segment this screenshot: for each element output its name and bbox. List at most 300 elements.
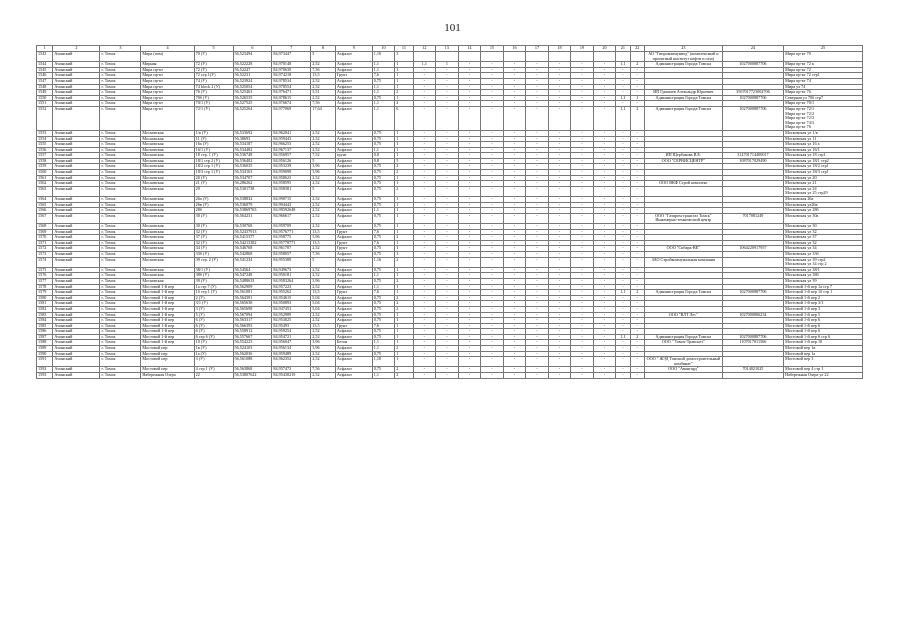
table-cell: - <box>571 257 594 267</box>
table-cell: - <box>481 284 504 290</box>
table-cell: 72 стр 1(У) <box>194 73 233 79</box>
table-cell: - <box>526 312 549 318</box>
table-cell: - <box>526 357 549 367</box>
table-cell <box>571 52 594 62</box>
table-cell: - <box>503 67 526 73</box>
table-cell: - <box>436 175 459 181</box>
table-cell: Ачинский <box>53 106 100 130</box>
table-cell: 56,5301738 <box>233 186 272 196</box>
table-cell: Ачинский <box>53 373 100 379</box>
table-cell: - <box>503 153 526 159</box>
table-cell: 17,64 <box>311 106 336 130</box>
table-cell: - <box>571 290 594 296</box>
table-cell: Мостовой 1-й пер 10 <box>784 340 863 346</box>
table-cell: 2,52 <box>311 147 336 153</box>
table-cell: Московская ул 16/1 <box>784 147 863 153</box>
table-cell: Мира пр-кт 72/1 Мира пр-кт 72/2 Мира пр-кт 72/3 Мира пр-кт 74/3 Мира пр-кт 76 <box>784 106 863 130</box>
table-cell: - <box>526 273 549 279</box>
table-cell: - <box>548 267 571 273</box>
table-cell: 0,75 <box>372 213 395 223</box>
table-cell: - <box>503 181 526 187</box>
table-cell: - <box>458 130 481 136</box>
table-cell: Мостовой 1-й пер <box>141 340 194 346</box>
table-cell: 30 (У) <box>194 213 233 223</box>
table-cell: Асфальт <box>335 273 372 279</box>
table-cell: - <box>413 90 436 96</box>
table-cell: - <box>548 147 571 153</box>
table-cell: 26а (У) <box>194 197 233 203</box>
table-cell: - <box>593 229 616 235</box>
table-cell: Московская ул 32 <box>784 240 863 246</box>
table-cell: Московская <box>141 136 194 142</box>
table-cell: - <box>593 84 616 90</box>
table-cell: - <box>503 257 526 267</box>
table-cell: - <box>616 278 630 284</box>
table-cell: - <box>526 229 549 235</box>
table-cell: - <box>630 351 644 357</box>
table-cell: - <box>548 240 571 246</box>
table-cell: Мостовой 1-й пер 3 <box>784 306 863 312</box>
table-cell: 38/1 (У) <box>194 267 233 273</box>
table-cell: 13,5 <box>311 290 336 296</box>
table-cell: - <box>616 147 630 153</box>
table-cell: 1552 <box>37 106 53 130</box>
table-cell: 7017081249 <box>722 213 783 223</box>
table-cell: 2 <box>630 334 644 340</box>
table-cell: Ачинский <box>53 170 100 176</box>
table-cell <box>481 52 504 62</box>
table-cell: - <box>630 357 644 367</box>
table-cell: - <box>616 130 630 136</box>
table-cell: 2 <box>395 257 413 267</box>
table-cell: Администрация Города Томска <box>644 106 722 130</box>
table-cell: - <box>503 164 526 170</box>
table-cell: - <box>548 202 571 208</box>
table-cell: 1546 <box>37 73 53 79</box>
table-cell: 2,52 <box>311 95 336 101</box>
table-cell: 1558 <box>37 158 53 164</box>
table-cell: - <box>503 130 526 136</box>
table-cell: - <box>630 208 644 214</box>
table-cell: Асфальт <box>335 186 372 196</box>
table-cell: ИП Щербакова В.Е. <box>644 153 722 159</box>
table-cell: - <box>593 318 616 324</box>
table-cell: - <box>436 257 459 267</box>
table-cell: 2,52 <box>311 84 336 90</box>
table-cell: Московская ул 18/3 стр1 <box>784 170 863 176</box>
table-cell: 2 <box>630 290 644 296</box>
table-cell: 0,75 <box>372 130 395 136</box>
table-cell: 1 <box>395 229 413 235</box>
table-cell: - <box>526 186 549 196</box>
table-cell: - <box>571 101 594 107</box>
table-cell: - <box>481 295 504 301</box>
table-cell: - <box>571 73 594 79</box>
table-cell: 37 (У) <box>194 235 233 241</box>
table-cell: - <box>571 170 594 176</box>
table-cell: 56,536079 <box>233 202 272 208</box>
table-cell: - <box>503 357 526 367</box>
table-cell: - <box>481 147 504 153</box>
table-cell <box>436 52 459 62</box>
table-cell: 1565 <box>37 202 53 208</box>
table-cell <box>413 52 436 62</box>
table-cell: 3,96 <box>311 164 336 170</box>
table-cell: 1,1 <box>372 101 395 107</box>
table-cell: - <box>593 235 616 241</box>
table-cell: - <box>526 318 549 324</box>
table-cell: 0,75 <box>372 278 395 284</box>
table-cell: Северная ул 70б стр7 <box>784 95 863 101</box>
table-cell: - <box>526 295 549 301</box>
table-cell: 2,52 <box>311 197 336 203</box>
table-cell: Мостовой 1-й пер <box>141 318 194 324</box>
table-cell: - <box>481 306 504 312</box>
table-cell: - <box>503 73 526 79</box>
table-cell: - <box>571 329 594 335</box>
table-cell: 2,52 <box>311 213 336 223</box>
table-cell: - <box>436 67 459 73</box>
column-number-cell: 21 <box>616 46 630 52</box>
table-cell: - <box>436 323 459 329</box>
table-cell: г. Томск <box>100 170 141 176</box>
table-cell: - <box>436 278 459 284</box>
table-cell: - <box>630 170 644 176</box>
table-cell: - <box>616 306 630 312</box>
table-cell: 84,977069 <box>272 106 311 130</box>
table-cell: - <box>481 170 504 176</box>
table-cell: - <box>548 306 571 312</box>
table-cell: 32 (У) <box>194 240 233 246</box>
table-cell: - <box>548 106 571 130</box>
table-cell: 1568 <box>37 224 53 230</box>
table-cell: - <box>481 130 504 136</box>
table-cell: - <box>526 351 549 357</box>
table-cell: - <box>413 301 436 307</box>
table-cell: 1566 <box>37 208 53 214</box>
table-cell: - <box>571 273 594 279</box>
table-cell: - <box>593 278 616 284</box>
table-cell: Московская ул 16 а <box>784 142 863 148</box>
table-cell: - <box>571 224 594 230</box>
table-cell: Мостовой 1-й пер 6 <box>784 318 863 324</box>
table-cell: 1 <box>395 73 413 79</box>
table-cell: - <box>413 208 436 214</box>
table-cell: 2 <box>395 301 413 307</box>
table-row <box>37 373 863 379</box>
table-cell: 6 (У) <box>194 323 233 329</box>
table-cell: Мира пр-кт <box>141 67 194 73</box>
table-cell: 76 (У) <box>194 90 233 96</box>
table-cell: Ачинский <box>53 158 100 164</box>
table-cell: 1554 <box>37 136 53 142</box>
table-cell: 2,52 <box>311 312 336 318</box>
table-cell: - <box>616 67 630 73</box>
table-cell: - <box>526 340 549 346</box>
table-cell: 2,52 <box>311 357 336 367</box>
table-cell: - <box>571 251 594 257</box>
table-cell: Московская <box>141 181 194 187</box>
table-cell: г. Томск <box>100 153 141 159</box>
table-cell: - <box>481 267 504 273</box>
table-cell: - <box>616 158 630 164</box>
table-cell: Грунт <box>335 323 372 329</box>
table-cell: Ачинский <box>53 164 100 170</box>
table-cell: 2,52 <box>311 78 336 84</box>
table-cell: - <box>630 235 644 241</box>
table-cell: 2,52 <box>311 136 336 142</box>
table-cell: - <box>413 67 436 73</box>
table-cell: - <box>436 267 459 273</box>
table-cell: г. Томск <box>100 240 141 246</box>
table-cell: Московская <box>141 246 194 252</box>
table-cell: 84,962041 <box>272 130 311 136</box>
table-cell: Ачинский <box>53 90 100 96</box>
table-cell: Асфальт <box>335 318 372 324</box>
table-cell: 56,54564 <box>233 267 272 273</box>
table-cell: - <box>548 246 571 252</box>
table-cell: - <box>548 323 571 329</box>
table-cell: - <box>436 202 459 208</box>
table-cell: 56,564391 <box>233 295 272 301</box>
table-cell: г. Томск <box>100 158 141 164</box>
table-cell: 70 (У) <box>194 52 233 62</box>
table-cell: - <box>413 334 436 340</box>
table-cell: - <box>413 197 436 203</box>
table-cell: Ачинский <box>53 197 100 203</box>
table-cell: Асфальт <box>335 367 372 373</box>
table-cell: 56,563317 <box>233 318 272 324</box>
table-cell: - <box>571 240 594 246</box>
table-cell: Мира пр-кт <box>141 106 194 130</box>
table-cell: Асфальт <box>335 235 372 241</box>
table-cell: 1547 <box>37 78 53 84</box>
table-cell: 1564 <box>37 197 53 203</box>
table-cell: - <box>548 164 571 170</box>
table-cell: г. Томск <box>100 290 141 296</box>
table-cell: 56,533692 <box>233 130 272 136</box>
table-cell: Бетон <box>335 340 372 346</box>
registry-table <box>36 45 863 379</box>
table-cell: - <box>571 323 594 329</box>
table-cell: 1,1 <box>372 340 395 346</box>
table-cell: - <box>571 95 594 101</box>
table-cell: - <box>436 224 459 230</box>
table-cell: Администрация Города Томска <box>644 95 722 101</box>
table-cell: Мира пр-кт <box>141 84 194 90</box>
table-cell: - <box>548 290 571 296</box>
table-cell: 56,530768 <box>233 224 272 230</box>
table-cell: Асфальт <box>335 213 372 223</box>
table-cell: Мостовой 1-й пер 6 <box>784 329 863 335</box>
table-cell: 3,96 <box>311 340 336 346</box>
table-cell: 1560 <box>37 170 53 176</box>
table-cell: - <box>548 153 571 159</box>
table-cell: - <box>630 240 644 246</box>
table-cell: 0,75 <box>372 301 395 307</box>
table-cell: 5 <box>395 158 413 164</box>
table-cell: - <box>413 95 436 101</box>
table-cell: Ачинский <box>53 213 100 223</box>
table-cell: - <box>571 213 594 223</box>
table-cell: - <box>413 306 436 312</box>
table-cell <box>630 52 644 62</box>
table-cell: 1,1 <box>372 147 395 153</box>
table-cell: - <box>458 235 481 241</box>
table-cell: - <box>503 197 526 203</box>
table-cell: Мира пр-кт 74 <box>784 78 863 84</box>
table-cell: - <box>616 329 630 335</box>
table-cell: Администрация Города Томска <box>644 62 722 68</box>
table-cell: Ачинский <box>53 251 100 257</box>
table-cell: 1574 <box>37 257 53 267</box>
table-cell: 56,38693 <box>233 136 272 142</box>
table-cell: - <box>413 318 436 324</box>
table-cell: - <box>458 357 481 367</box>
table-cell: - <box>593 329 616 335</box>
table-cell: 56,5488633 <box>233 278 272 284</box>
column-number-cell: 16 <box>503 46 526 52</box>
table-cell: 1б стр 1 (У) <box>194 290 233 296</box>
column-number-cell: 11 <box>395 46 413 52</box>
table-cell: - <box>436 329 459 335</box>
table-row <box>37 186 863 196</box>
table-cell: - <box>413 329 436 335</box>
table-cell <box>593 52 616 62</box>
table-cell: 1 <box>395 62 413 68</box>
table-cell: - <box>413 73 436 79</box>
table-cell: Ачинский <box>53 267 100 273</box>
table-cell: 1590 <box>37 351 53 357</box>
table-cell: - <box>503 329 526 335</box>
table-cell: г. Томск <box>100 142 141 148</box>
table-cell: - <box>630 197 644 203</box>
table-cell: - <box>526 84 549 90</box>
table-cell: - <box>548 90 571 96</box>
table-cell: г. Томск <box>100 334 141 340</box>
table-cell: Мира пр-кт <box>141 73 194 79</box>
table-cell: - <box>616 224 630 230</box>
table-cell: г. Томск <box>100 257 141 267</box>
table-cell: - <box>548 208 571 214</box>
table-cell: - <box>436 147 459 153</box>
table-cell: 56,523924 <box>233 78 272 84</box>
table-cell: Ачинский <box>53 73 100 79</box>
table-cell: 4 стр 1 (У) <box>194 367 233 373</box>
table-cell: 56,534707 <box>233 175 272 181</box>
table-cell: Московская <box>141 130 194 136</box>
table-row <box>37 257 863 267</box>
table-cell: Московская ул 32 <box>784 229 863 235</box>
table-cell: - <box>526 257 549 267</box>
table-cell: 1 <box>395 329 413 335</box>
table-cell: 1575 <box>37 267 53 273</box>
table-cell: 72 (У) <box>194 62 233 68</box>
table-cell: - <box>436 351 459 357</box>
table-cell: 1544 <box>37 62 53 68</box>
table-cell: 1549 <box>37 90 53 96</box>
table-cell: - <box>571 106 594 130</box>
table-cell: 1 <box>395 197 413 203</box>
table-cell: 1572 <box>37 246 53 252</box>
table-cell: 1,1 <box>413 62 436 68</box>
table-cell: 3 (У) <box>194 357 233 367</box>
table-cell: - <box>458 175 481 181</box>
table-cell: - <box>630 84 644 90</box>
table-cell: - <box>630 318 644 324</box>
table-cell: 38б (У) <box>194 273 233 279</box>
table-cell: Мостовой 1-й пер <box>141 334 194 340</box>
table-cell: Асфальт <box>335 267 372 273</box>
table-cell: г. Томск <box>100 295 141 301</box>
table-cell: г. Томск <box>100 147 141 153</box>
table-cell: 84,994443 <box>272 202 311 208</box>
table-cell: - <box>458 240 481 246</box>
table-cell: - <box>548 78 571 84</box>
table-cell: г. Томск <box>100 130 141 136</box>
table-cell: 7,6 <box>372 73 395 79</box>
table-cell: - <box>458 301 481 307</box>
table-cell: - <box>481 202 504 208</box>
table-cell: 1588 <box>37 340 53 346</box>
table-cell: 1107017011566 <box>722 340 783 346</box>
table-cell: Мира ул 74 <box>784 84 863 90</box>
table-cell: Асфальт <box>335 90 372 96</box>
table-cell: г. Томск <box>100 340 141 346</box>
table-cell: - <box>503 346 526 352</box>
table-cell: Ачинский <box>53 367 100 373</box>
table-cell: 84,950181 <box>272 273 311 279</box>
table-cell: Асфальт <box>335 357 372 367</box>
table-cell: 56,524103 <box>233 346 272 352</box>
table-cell: - <box>503 224 526 230</box>
table-cell: 0,75 <box>372 197 395 203</box>
table-cell: - <box>436 251 459 257</box>
table-cell: - <box>458 367 481 373</box>
table-cell: - <box>413 357 436 367</box>
table-cell: г. Томск <box>100 357 141 367</box>
table-cell: - <box>630 147 644 153</box>
table-cell: - <box>436 284 459 290</box>
table-cell: 7,56 <box>311 67 336 73</box>
table-cell: г. Томск <box>100 312 141 318</box>
table-cell: Грунт <box>335 246 372 252</box>
table-cell: Московская ул 30а <box>784 213 863 223</box>
table-cell: 2 <box>395 367 413 373</box>
page-number: 101 <box>444 22 461 34</box>
table-cell: грунт <box>335 153 372 159</box>
table-cell: 56,564231 <box>233 213 272 223</box>
table-cell: - <box>571 246 594 252</box>
table-cell: - <box>458 164 481 170</box>
table-cell: Московская <box>141 224 194 230</box>
table-cell: 1591 <box>37 357 53 367</box>
table-cell: - <box>593 197 616 203</box>
table-cell: - <box>458 273 481 279</box>
table-cell: 1577 <box>37 278 53 284</box>
table-cell: Московская 26а <box>784 197 863 203</box>
table-cell: 1 <box>395 181 413 187</box>
table-cell: - <box>593 290 616 296</box>
table-cell: Асфальт <box>335 373 372 379</box>
column-number-cell: 24 <box>722 46 783 52</box>
table-cell: - <box>481 340 504 346</box>
table-cell: - <box>526 284 549 290</box>
table-cell: - <box>616 240 630 246</box>
table-cell: - <box>413 164 436 170</box>
table-cell: - <box>481 95 504 101</box>
table-cell: ИП Гришаев Александр Юрьевич <box>644 90 722 96</box>
